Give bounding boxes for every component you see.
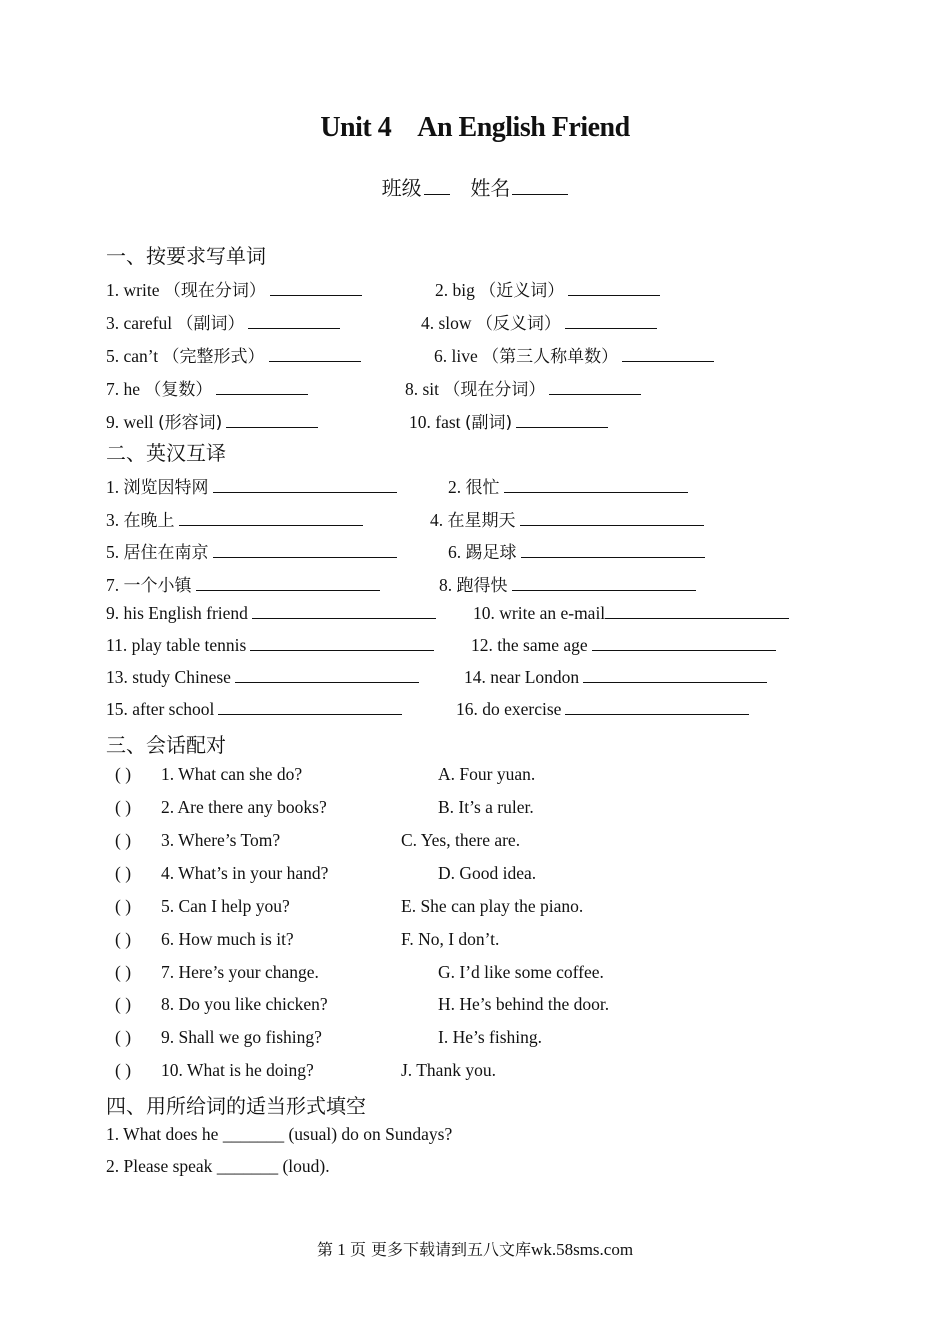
section4-heading: 四、用所给词的适当形式填空 (106, 1094, 366, 1118)
s3-question-3: ( ) 3. Where’s Tom? (115, 830, 281, 850)
answer-blank[interactable] (592, 636, 776, 651)
s2-item-1: 1. 浏览因特网 (106, 473, 397, 498)
unit-label: Unit 4 (320, 112, 392, 143)
s3-question-10: ( ) 10. What is he doing? (115, 1060, 314, 1080)
answer-blank[interactable] (622, 347, 714, 362)
answer-blank[interactable] (235, 668, 419, 683)
page-footer: 第 1 页 更多下载请到五八文库wk.58sms.com (316, 1240, 634, 1259)
s2-item-4: 4. 在星期天 (430, 506, 704, 531)
s4-item-1: 1. What does he _______ (usual) do on Sundays? (106, 1124, 453, 1144)
s1-item-5: 5. can’t （完整形式） (106, 342, 361, 367)
s1-item-10: 10. fast (副词) (409, 408, 608, 433)
answer-blank[interactable] (179, 511, 363, 526)
name-label: 姓名 (470, 176, 511, 200)
s4-item-2: 2. Please speak _______ (loud). (106, 1156, 330, 1176)
s1-item-3: 3. careful （副词） (106, 309, 340, 334)
s1-item-8: 8. sit （现在分词） (405, 375, 641, 400)
s2-item-3: 3. 在晚上 (106, 506, 363, 531)
s3-answer-a: A. Four yuan. (438, 764, 536, 784)
s1-item-1: 1. write （现在分词） (106, 276, 362, 301)
answer-blank[interactable] (516, 413, 608, 428)
answer-blank[interactable] (196, 576, 380, 591)
answer-paren[interactable]: ( ) (115, 797, 132, 817)
s1-item-6: 6. live （第三人称单数） (434, 342, 714, 367)
s3-question-1: ( ) 1. What can she do? (115, 764, 303, 784)
name-blank[interactable] (512, 176, 568, 195)
s3-answer-g: G. I’d like some coffee. (438, 962, 604, 982)
fill-blank[interactable]: _______ (216, 1156, 279, 1176)
s1-item-4: 4. slow （反义词） (421, 309, 657, 334)
answer-paren[interactable]: ( ) (115, 929, 132, 949)
student-info (0, 172, 950, 201)
s3-answer-i: I. He’s fishing. (438, 1027, 543, 1047)
s3-answer-d: D. Good idea. (438, 863, 537, 883)
footer-site-link[interactable]: wk.58sms.com (531, 1240, 634, 1259)
s3-answer-h: H. He’s behind the door. (438, 994, 610, 1014)
fill-blank[interactable]: _______ (222, 1124, 285, 1144)
page-title (0, 112, 950, 144)
section3-heading: 三、会话配对 (106, 733, 226, 757)
class-blank[interactable] (424, 176, 450, 195)
s3-answer-f: F. No, I don’t. (401, 929, 500, 949)
answer-paren[interactable]: ( ) (115, 764, 132, 784)
section2-heading: 二、英汉互译 (106, 441, 226, 465)
s1-item-9: 9. well (形容词) (106, 408, 318, 433)
answer-blank[interactable] (213, 543, 397, 558)
s2-item-2: 2. 很忙 (448, 473, 688, 498)
s2-item-9: 9. his English friend (106, 603, 436, 624)
s1-item-2: 2. big （近义词） (435, 276, 660, 301)
page-number: 1 (337, 1240, 346, 1259)
answer-blank[interactable] (213, 478, 397, 493)
s1-item-7: 7. he （复数） (106, 375, 308, 400)
s3-question-8: ( ) 8. Do you like chicken? (115, 994, 328, 1014)
s2-item-10: 10. write an e-mail (473, 603, 789, 624)
answer-paren[interactable]: ( ) (115, 863, 132, 883)
answer-paren[interactable]: ( ) (115, 1027, 132, 1047)
s2-item-7: 7. 一个小镇 (106, 571, 380, 596)
answer-paren[interactable]: ( ) (115, 1060, 132, 1080)
answer-blank[interactable] (520, 511, 704, 526)
answer-paren[interactable]: ( ) (115, 896, 132, 916)
s2-item-12: 12. the same age (471, 635, 776, 656)
s3-answer-c: C. Yes, there are. (401, 830, 521, 850)
s2-item-6: 6. 踢足球 (448, 538, 705, 563)
answer-blank[interactable] (226, 413, 318, 428)
answer-blank[interactable] (248, 314, 340, 329)
answer-blank[interactable] (218, 700, 402, 715)
answer-blank[interactable] (583, 668, 767, 683)
s2-item-8: 8. 跑得快 (439, 571, 696, 596)
answer-blank[interactable] (521, 543, 705, 558)
s3-question-4: ( ) 4. What’s in your hand? (115, 863, 329, 883)
s3-answer-j: J. Thank you. (401, 1060, 496, 1080)
answer-blank[interactable] (605, 604, 789, 619)
s3-question-9: ( ) 9. Shall we go fishing? (115, 1027, 322, 1047)
s2-item-11: 11. play table tennis (106, 635, 434, 656)
answer-blank[interactable] (504, 478, 688, 493)
s3-answer-b: B. It’s a ruler. (438, 797, 534, 817)
answer-blank[interactable] (252, 604, 436, 619)
answer-paren[interactable]: ( ) (115, 962, 132, 982)
s2-item-14: 14. near London (464, 667, 767, 688)
answer-blank[interactable] (512, 576, 696, 591)
s3-question-5: ( ) 5. Can I help you? (115, 896, 290, 916)
s2-item-15: 15. after school (106, 699, 402, 720)
answer-blank[interactable] (270, 281, 362, 296)
answer-blank[interactable] (269, 347, 361, 362)
answer-blank[interactable] (250, 636, 434, 651)
answer-paren[interactable]: ( ) (115, 994, 132, 1014)
answer-paren[interactable]: ( ) (115, 830, 132, 850)
s3-question-6: ( ) 6. How much is it? (115, 929, 294, 949)
s2-item-13: 13. study Chinese (106, 667, 419, 688)
s3-answer-e: E. She can play the piano. (401, 896, 584, 916)
s2-item-5: 5. 居住在南京 (106, 538, 397, 563)
answer-blank[interactable] (216, 380, 308, 395)
class-label: 班级 (381, 176, 422, 200)
s3-question-7: ( ) 7. Here’s your change. (115, 962, 319, 982)
answer-blank[interactable] (565, 314, 657, 329)
s3-question-2: ( ) 2. Are there any books? (115, 797, 327, 817)
answer-blank[interactable] (568, 281, 660, 296)
s2-item-16: 16. do exercise (456, 699, 749, 720)
unit-name: An English Friend (417, 112, 630, 143)
answer-blank[interactable] (565, 700, 749, 715)
answer-blank[interactable] (549, 380, 641, 395)
section1-heading: 一、按要求写单词 (106, 244, 266, 268)
